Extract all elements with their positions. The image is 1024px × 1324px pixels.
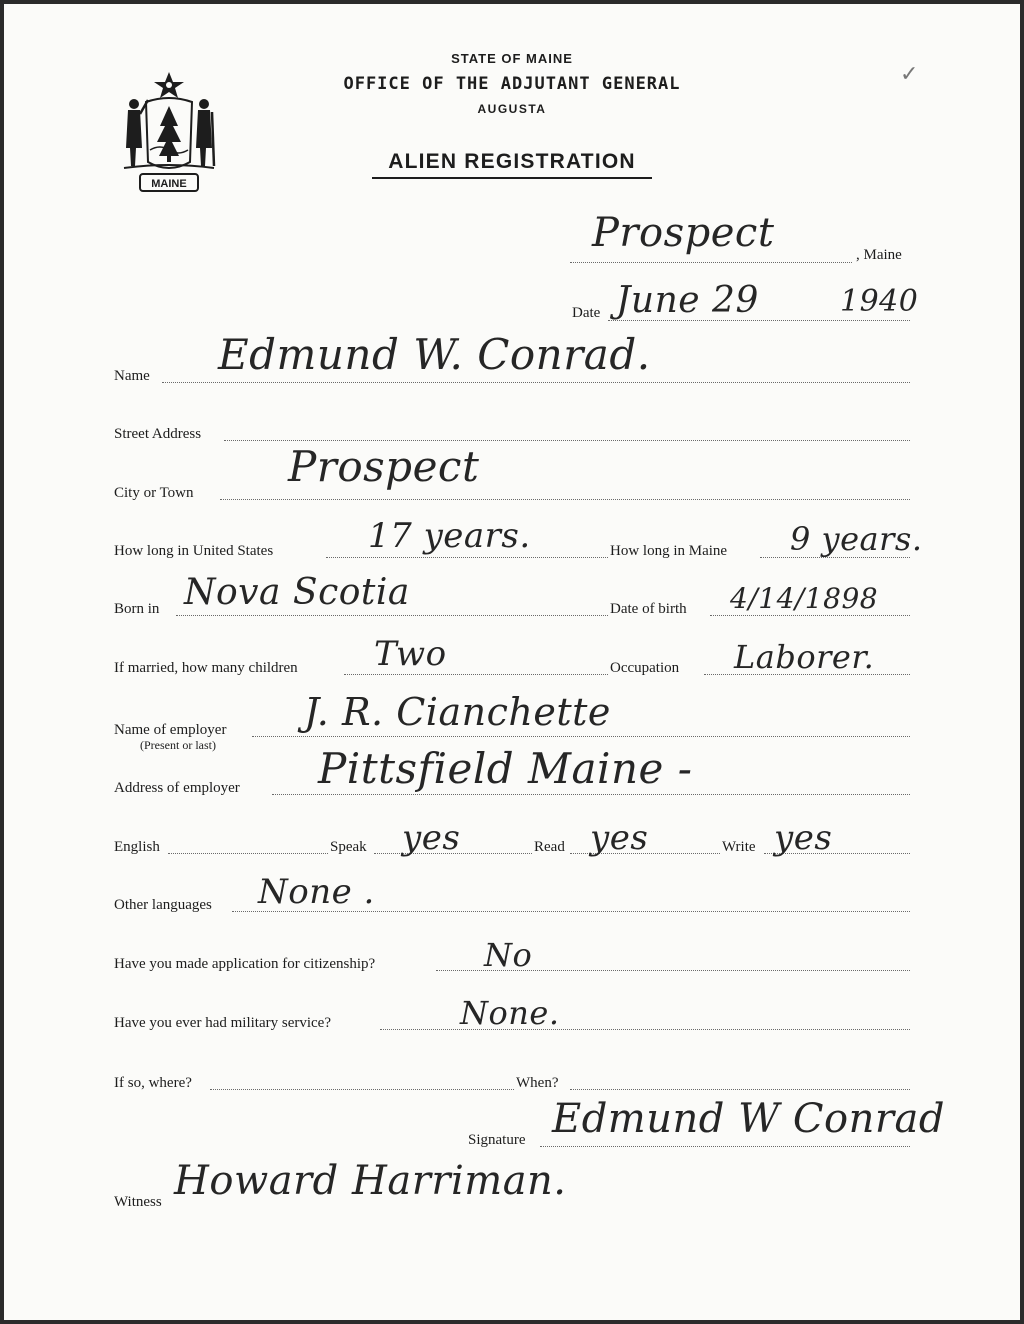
place-line <box>570 262 852 263</box>
date-value: June 29 <box>616 280 759 321</box>
citizenship-label: Have you made application for citizenship? <box>114 956 376 972</box>
english-line <box>168 853 328 854</box>
read-value: yes <box>590 818 649 858</box>
street-address-line <box>224 440 910 441</box>
how-long-us-label: How long in United States <box>114 543 274 559</box>
other-languages-label: Other languages <box>114 897 212 913</box>
military-value: None. <box>460 994 560 1032</box>
city-value: Prospect <box>288 442 480 491</box>
employer-name-label: Name of employer <box>114 722 227 738</box>
write-label: Write <box>722 839 756 855</box>
city-label: City or Town <box>114 485 194 501</box>
read-label: Read <box>534 839 565 855</box>
born-in-label: Born in <box>114 601 160 617</box>
occupation-value: Laborer. <box>734 638 875 676</box>
how-long-maine-label: How long in Maine <box>610 543 728 559</box>
form-title: ALIEN REGISTRATION <box>372 150 652 179</box>
header-state: STATE OF MAINE <box>451 51 573 66</box>
occupation-label: Occupation <box>610 660 680 676</box>
speak-value: yes <box>402 818 461 858</box>
state-seal-icon <box>116 70 222 198</box>
name-line <box>162 382 910 383</box>
employer-address-label: Address of employer <box>114 780 240 796</box>
signature-label: Signature <box>468 1132 526 1148</box>
write-value: yes <box>774 818 833 858</box>
header-city: AUGUSTA <box>477 102 547 116</box>
employer-note: (Present or last) <box>140 738 216 752</box>
date-of-birth-label: Date of birth <box>610 601 687 617</box>
name-label: Name <box>114 368 150 384</box>
witness-value: Howard Harriman. <box>174 1158 567 1204</box>
seal-text: MAINE <box>151 178 187 190</box>
when-line <box>570 1089 910 1090</box>
born-in-value: Nova Scotia <box>184 572 410 613</box>
english-label: English <box>114 839 160 855</box>
how-long-maine-value: 9 years. <box>790 520 923 558</box>
children-line <box>344 674 608 675</box>
city-line <box>220 499 910 500</box>
where-label: If so, where? <box>114 1075 192 1091</box>
signature-line <box>540 1146 910 1147</box>
header-office: OFFICE OF THE ADJUTANT GENERAL <box>343 74 681 94</box>
children-label: If married, how many children <box>114 660 298 676</box>
citizenship-value: No <box>484 936 533 974</box>
name-value: Edmund W. Conrad. <box>218 330 651 379</box>
how-long-us-line <box>326 557 608 558</box>
military-label: Have you ever had military service? <box>114 1015 331 1031</box>
maine-label: , Maine <box>856 247 902 263</box>
employer-address-line <box>272 794 910 795</box>
date-of-birth-line <box>710 615 910 616</box>
date-label: Date <box>572 305 601 321</box>
born-in-line <box>176 615 608 616</box>
registration-form <box>4 4 1020 1320</box>
check-mark-icon: ✓ <box>900 62 919 87</box>
speak-label: Speak <box>330 839 367 855</box>
year-value: 1940 <box>840 284 919 319</box>
street-address-label: Street Address <box>114 426 202 442</box>
witness-label: Witness <box>114 1194 162 1210</box>
how-long-us-value: 17 years. <box>368 516 531 556</box>
when-label: When? <box>516 1075 559 1091</box>
other-languages-value: None . <box>258 872 375 912</box>
place-value: Prospect <box>592 210 775 256</box>
employer-name-value: J. R. Cianchette <box>304 690 611 734</box>
employer-address-value: Pittsfield Maine - <box>318 744 693 793</box>
where-line <box>210 1089 514 1090</box>
date-of-birth-value: 4/14/1898 <box>730 582 879 615</box>
employer-name-line <box>252 736 910 737</box>
children-value: Two <box>374 634 447 674</box>
signature-value: Edmund W Conrad <box>552 1096 945 1142</box>
